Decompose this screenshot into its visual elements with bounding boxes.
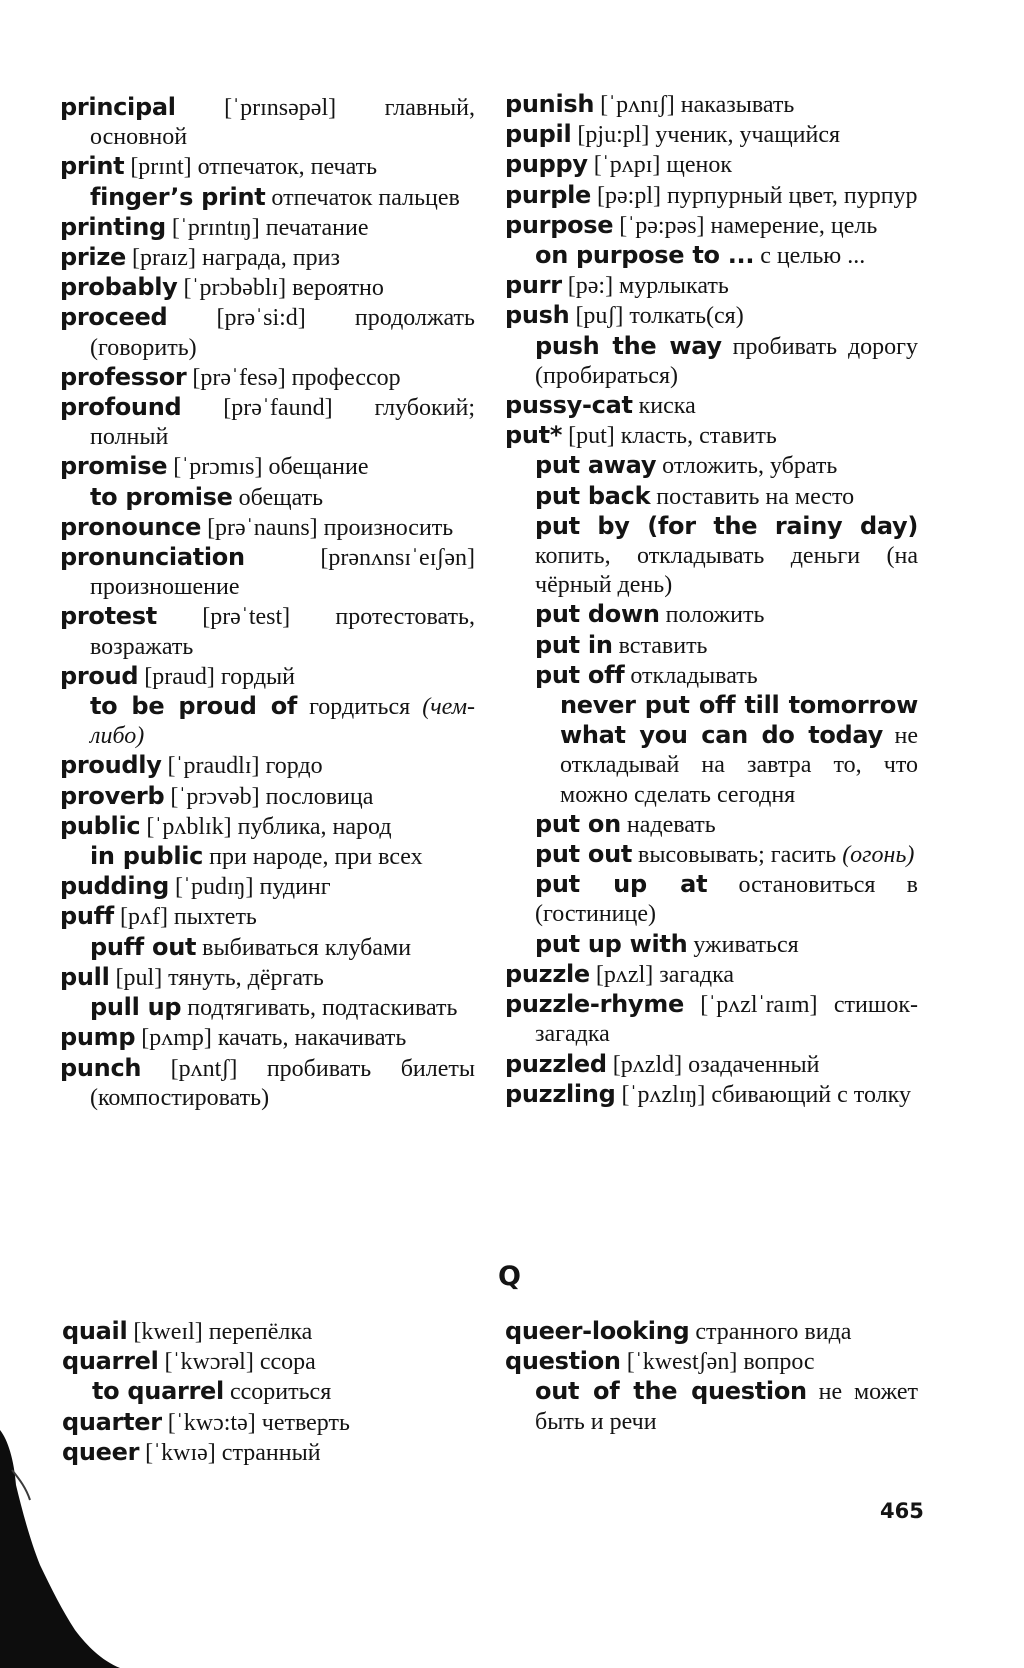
headword: queer-looking [505,1317,690,1345]
dictionary-entry [60,1054,475,1113]
dictionary-entry [505,870,918,929]
dictionary-entry [505,181,918,211]
headword: in public [90,842,204,871]
headword: out of the question [535,1377,807,1406]
headword: prize [60,243,126,272]
definition: не может быть и речи [535,1379,918,1435]
column-left-top [60,93,475,1113]
headword: proud [60,661,139,690]
dictionary-entry [60,303,475,362]
definition: [ˈprɔmɪs] обещание [167,454,369,481]
headword: to promise [90,482,233,511]
headword: to be proud of [90,692,298,721]
definition: [ˈpʌblɪk] публика, народ [140,813,392,840]
dictionary-entry [505,1377,918,1436]
headword: push the way [535,331,722,360]
page-number: 465 [880,1499,924,1523]
headword: to quarrel [92,1377,224,1406]
dictionary-entry [505,391,918,421]
definition: [pʌmp] качать, накачивать [135,1025,407,1052]
dictionary-entry [60,152,475,182]
definition: [pʌzl] загадка [589,961,735,988]
definition: странного вида [689,1319,852,1345]
headword: promise [60,452,168,481]
dictionary-entry [505,451,918,481]
dictionary-entry [505,930,918,960]
headword: puff out [90,932,197,961]
headword: put away [535,451,657,480]
dictionary-entry [60,782,475,812]
definition: [ˈpə:pəs] намерение, цель [613,212,878,239]
dictionary-entry [60,483,475,513]
headword: put up at [535,870,708,899]
definition: [prəˈsi:d] продолжать (говорить) [90,305,475,361]
dictionary-entry [505,1347,918,1377]
definition: отпечаток пальцев [265,184,460,211]
dictionary-entry [505,600,918,630]
definition: высовывать; гасить [632,842,843,869]
dictionary-entry [60,513,475,543]
headword: profound [60,393,182,422]
definition: [prəˈfesə] профессор [186,364,401,391]
dictionary-entry [505,810,918,840]
definition: киска [632,393,696,420]
dictionary-entry [60,872,475,902]
headword: pussy-cat [505,391,633,420]
headword: proudly [60,751,162,780]
headword: proverb [60,781,165,810]
definition: обещать [232,484,324,511]
dictionary-entry [60,213,475,243]
definition: поставить на место [650,483,855,510]
dictionary-entry [60,963,475,993]
dictionary-entry [505,1080,918,1110]
usage-note: (чем-либо) [90,694,476,750]
column-left-bottom [62,1317,475,1468]
headword: put down [535,600,660,629]
definition: подтягивать, подтаскивать [181,995,458,1022]
headword: queer [62,1437,140,1466]
definition: [ˈpʌzlɪŋ] сбивающий с толку [615,1081,911,1108]
dictionary-entry [505,271,918,301]
column-right-top [505,90,918,1110]
definition: [ˈprɪnsəpəl] главный, основной [90,95,475,151]
definition: [prənʌnsɪˈeɪʃən] произношение [90,545,475,601]
section-letter: Q [498,1261,521,1292]
headword: probably [60,273,178,302]
dictionary-entry [60,543,475,602]
definition: [ˈpudɪŋ] пудинг [169,874,331,901]
dictionary-entry [505,840,918,870]
headword: pudding [60,872,170,901]
headword: pronounce [60,512,202,541]
dictionary-entry [505,482,918,512]
dictionary-entry [60,452,475,482]
dictionary-entry [505,1050,918,1080]
dictionary-entry [62,1438,475,1468]
definition: выбиваться клубами [196,934,412,961]
definition: [pə:pl] пурпурный цвет, пурпур [591,182,918,209]
dictionary-entry [505,1317,918,1347]
headword: pull [60,962,110,991]
headword: punish [505,90,595,118]
headword: puzzled [505,1049,607,1078]
dictionary-entry [60,902,475,932]
definition: уживаться [687,931,799,958]
definition: [ˈprɔvəb] пословица [164,783,374,810]
definition: [ˈkwɪə] странный [139,1439,321,1466]
headword: print [60,152,125,181]
dictionary-entry [60,662,475,692]
headword: put up with [535,929,688,958]
definition: [prəˈfaund] глубокий; полный [90,395,475,451]
headword: pronunciation [60,543,245,572]
definition: отложить, убрать [656,453,838,480]
definition: [pʌzld] озадаченный [606,1051,820,1078]
headword: punch [60,1053,142,1082]
definition: [ˈpʌnɪʃ] наказывать [594,92,795,118]
dictionary-entry [505,661,918,691]
definition: [praɪz] награда, приз [126,245,340,272]
dictionary-entry [60,93,475,152]
headword: push [505,301,570,330]
definition: положить [659,602,765,629]
headword: never put off till tomorrow what you can do today [560,691,918,750]
dictionary-entry [505,120,918,150]
dictionary-entry [505,150,918,180]
definition: надевать [620,811,716,838]
dictionary-entry [62,1377,475,1407]
dictionary-entry [62,1317,475,1347]
dictionary-entry [505,301,918,331]
headword: pupil [505,120,572,149]
definition: ссориться [223,1379,332,1406]
definition: [put] класть, ставить [562,423,777,450]
dictionary-entry [505,90,918,120]
headword: put out [535,840,633,869]
headword: protest [60,602,157,631]
headword: put back [535,481,651,510]
definition: откладывать [624,662,758,689]
definition: [pju:pl] ученик, учащийся [571,122,841,149]
definition: пробивать дорогу (пробираться) [535,333,919,389]
dictionary-entry [505,990,918,1049]
dictionary-entry [60,1023,475,1053]
dictionary-entry [60,751,475,781]
definition: [ˈkwɔrəl] ссора [158,1349,316,1376]
dictionary-entry [60,993,475,1023]
headword: puzzling [505,1079,616,1108]
headword: put in [535,630,613,659]
definition: [ˈpʌzlˈraɪm] стишок-загадка [535,992,918,1048]
headword: put off [535,660,625,689]
definition: [ˈprɪntɪŋ] печатание [165,214,369,241]
definition: [pul] тянуть, дёргать [109,964,324,991]
headword: purr [505,271,562,300]
definition: [pʌntʃ] пробивать билеты (компостировать) [90,1055,475,1111]
headword: puzzle [505,959,590,988]
definition: [prəˈtest] протестовать, возражать [90,604,475,660]
definition: [ˈpraudlɪ] гордо [161,753,323,780]
dictionary-entry [60,363,475,393]
definition: [prəˈnauns] произносить [201,514,454,541]
headword: puppy [505,150,588,179]
headword: put by (for the rainy day) [535,511,918,540]
usage-note: (огонь) [842,842,915,869]
definition: [praud] гордый [138,663,296,690]
definition: [ˈprɔbəblɪ] вероятно [177,275,384,302]
definition: при народе, при всех [203,844,423,871]
dictionary-entry [60,933,475,963]
headword: finger’s print [90,182,266,211]
headword: question [505,1347,621,1376]
dictionary-entry [60,243,475,273]
dictionary-entry [60,812,475,842]
headword: on purpose to ... [535,241,755,270]
definition: гордиться [297,694,423,721]
definition: [puʃ] толкать(ся) [569,303,744,330]
dictionary-entry [60,842,475,872]
dictionary-entry [60,393,475,452]
headword: printing [60,212,166,241]
definition: [prɪnt] отпечаток, печать [124,154,378,181]
headword: puzzle-rhyme [505,990,684,1019]
headword: puff [60,902,114,931]
headword: quarrel [62,1347,159,1376]
headword: pump [60,1023,136,1052]
dictionary-entry [60,273,475,303]
dictionary-entry [60,692,475,751]
headword: put* [505,421,563,450]
headword: proceed [60,303,168,332]
headword: purpose [505,210,614,239]
definition: [pə:] мурлыкать [561,273,729,300]
headword: public [60,811,141,840]
dictionary-entry [60,602,475,661]
dictionary-entry [505,241,918,271]
dictionary-entry [505,421,918,451]
definition: [pʌf] пыхтеть [113,904,257,931]
definition: [ˈkwɔ:tə] четверть [161,1409,350,1436]
dictionary-entry [505,211,918,241]
definition: [kweɪl] перепёлка [127,1319,313,1345]
headword: principal [60,93,176,121]
definition: остановиться в (гостинице) [535,872,918,928]
headword: quarter [62,1407,162,1436]
dictionary-entry [62,1408,475,1438]
definition: [ˈkwestʃən] вопрос [620,1349,815,1376]
dictionary-entry [505,691,918,810]
dictionary-entry [505,332,918,391]
definition: с целью ... [754,243,866,270]
headword: pull up [90,993,182,1022]
definition: копить, откладывать деньги (на чёрный день) [535,543,918,599]
definition: [ˈpʌpɪ] щенок [587,152,733,179]
dictionary-entry [62,1347,475,1377]
scan-thumb-shadow [0,1430,120,1668]
definition: не откладывай на завтра то, что можно сделать сегодня [560,723,918,808]
headword: professor [60,362,187,391]
dictionary-entry [505,631,918,661]
definition: вставить [612,632,708,659]
headword: purple [505,180,591,209]
column-right-bottom [505,1317,918,1437]
dictionary-entry [505,960,918,990]
headword: quail [62,1317,128,1345]
headword: put on [535,809,621,838]
dictionary-entry [60,183,475,213]
dictionary-entry [505,512,918,601]
